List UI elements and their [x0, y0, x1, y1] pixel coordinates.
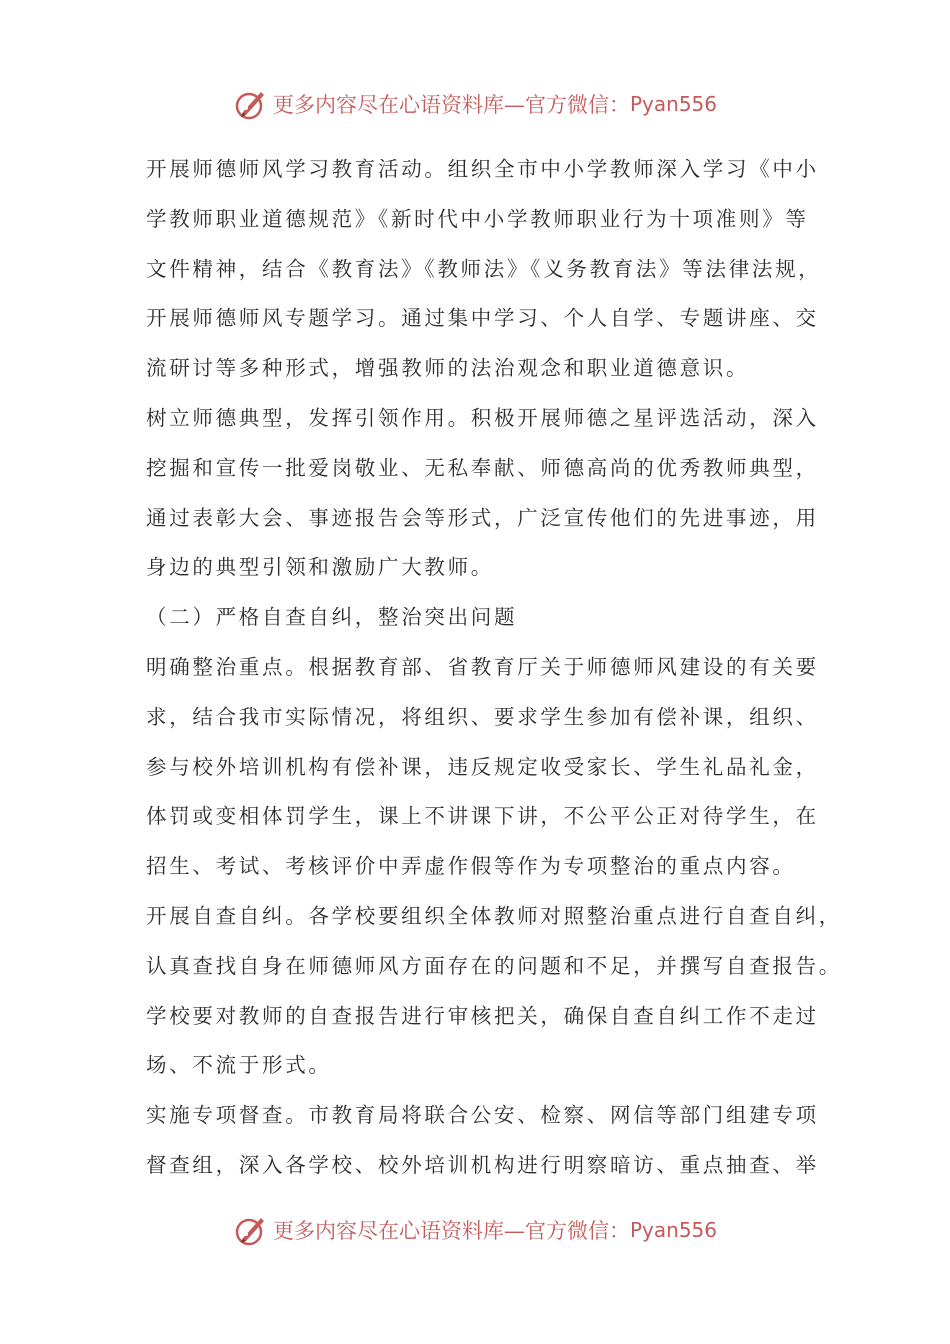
body-line: 身边的典型引领和激励广大教师。 — [146, 555, 494, 580]
footer-banner-text: 更多内容尽在心语资料库—官方微信： — [272, 1219, 630, 1243]
body-line: 学校要对教师的自查报告进行审核把关，确保自查自纠工作不走过 — [146, 1003, 819, 1028]
body-line: 树立师德典型，发挥引领作用。积极开展师德之星评选活动，深入 — [146, 405, 819, 430]
body-line: 开展师德师风专题学习。通过集中学习、个人自学、专题讲座、交 — [146, 306, 819, 331]
document-body — [146, 145, 842, 1191]
body-line: 开展师德师风学习教育活动。组织全市中小学教师深入学习《中小 — [146, 157, 819, 181]
section-heading: （二）严格自查自纠，整治突出问题 — [146, 605, 518, 630]
pen-logo-icon — [233, 86, 269, 122]
body-line: 开展自查自纠。各学校要组织全体教师对照整治重点进行自查自纠， — [146, 903, 842, 928]
pen-logo-icon — [233, 1212, 269, 1248]
header-watermark-banner — [0, 84, 950, 124]
body-line: 通过表彰大会、事迹报告会等形式，广泛宣传他们的先进事迹，用 — [146, 505, 819, 530]
body-line: 体罚或变相体罚学生，课上不讲课下讲，不公平公正对待学生，在 — [146, 804, 819, 829]
body-line: 挖掘和宣传一批爱岗敬业、无私奉献、师德高尚的优秀教师典型， — [146, 455, 819, 480]
body-line: 求，结合我市实际情况，将组织、要求学生参加有偿补课，组织、 — [146, 704, 819, 729]
body-line: 督查组，深入各学校、校外培训机构进行明察暗访、重点抽查、举 — [146, 1152, 819, 1177]
header-banner-wechat-id: Pyan556 — [629, 92, 717, 116]
body-line: 场、不流于形式。 — [146, 1053, 332, 1078]
body-line: 学教师职业道德规范》《新时代中小学教师职业行为十项准则》等 — [146, 206, 809, 231]
footer-watermark-banner — [0, 1210, 950, 1250]
body-line: 招生、考试、考核评价中弄虚作假等作为专项整治的重点内容。 — [146, 854, 796, 879]
body-line: 认真查找自身在师德师风方面存在的问题和不足，并撰写自查报告。 — [146, 953, 842, 978]
body-line: 明确整治重点。根据教育部、省教育厅关于师德师风建设的有关要 — [146, 654, 819, 679]
header-banner-text: 更多内容尽在心语资料库—官方微信： — [272, 93, 630, 117]
body-line: 参与校外培训机构有偿补课，违反规定收受家长、学生礼品礼金， — [146, 754, 819, 779]
body-line: 流研讨等多种形式，增强教师的法治观念和职业道德意识。 — [146, 356, 750, 381]
footer-banner-wechat-id: Pyan556 — [629, 1218, 717, 1242]
body-line: 实施专项督查。市教育局将联合公安、检察、网信等部门组建专项 — [146, 1103, 819, 1128]
body-line: 文件精神，结合《教育法》《教师法》《义务教育法》等法律法规， — [146, 256, 822, 281]
